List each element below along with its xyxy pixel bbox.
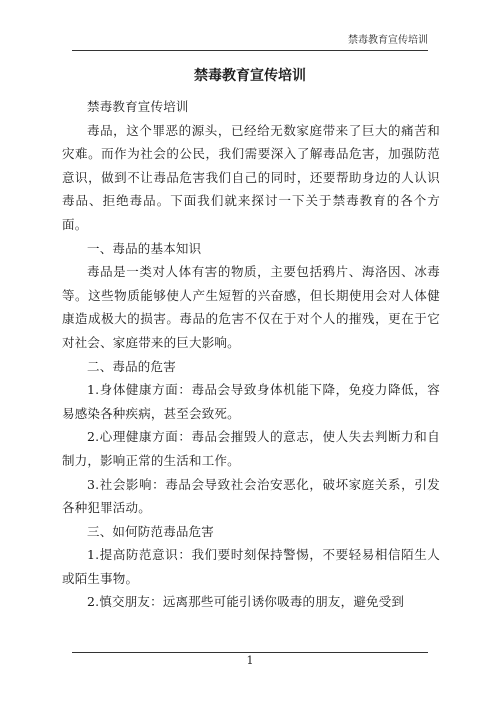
document-subtitle: 禁毒教育宣传培训 xyxy=(87,99,189,114)
section-2-item-2: 2.心理健康方面：毒品会摧毁人的意志，使人失去判断力和自制力，影响正常的生活和工作。 xyxy=(62,429,440,468)
section-2-item-1: 1.身体健康方面：毒品会导致身体机能下降，免疫力降低，容易感染各种疾病，甚至会致死。 xyxy=(62,382,440,421)
document-title: 禁毒教育宣传培训 xyxy=(194,68,306,84)
intro-paragraph: 毒品，这个罪恶的源头，已经给无数家庭带来了巨大的痛苦和灾难。而作为社会的公民，我们需要深入了解毒品危害，加强防范意识，做到不让毒品危害我们自己的同时，还要帮助身边的人认识毒品、拒绝毒品。下面我们就来探讨一下关于禁毒教育的各个方面。 xyxy=(62,122,440,232)
section-3-item-1: 1.提高防范意识：我们要时刻保持警惕，不要轻易相信陌生人或陌生事物。 xyxy=(62,547,440,586)
document-body xyxy=(62,95,440,614)
section-3-item-2: 2.慎交朋友：远离那些可能引诱你吸毒的朋友，避免受到 xyxy=(87,594,405,610)
section-1-title: 一、毒品的基本知识 xyxy=(87,240,202,256)
section-2-title: 二、毒品的危害 xyxy=(87,358,176,374)
section-1-paragraph: 毒品是一类对人体有害的物质，主要包括鸦片、海洛因、冰毒等。这些物质能够使人产生短暂的兴奋感，但长期使用会对人体健康造成极大的损害。毒品的危害不仅在于对个人的摧残，更在于它对社会、家庭带来的巨大影响。 xyxy=(62,264,440,350)
page-number: 1 xyxy=(246,654,254,667)
page-footer xyxy=(72,652,428,667)
section-2-item-3: 3.社会影响：毒品会导致社会治安恶化，破坏家庭关系，引发各种犯罪活动。 xyxy=(62,476,440,516)
running-header-title: 禁毒教育宣传培训 xyxy=(348,35,428,46)
running-header xyxy=(72,34,428,51)
section-3-title: 三、如何防范毒品危害 xyxy=(87,523,215,539)
